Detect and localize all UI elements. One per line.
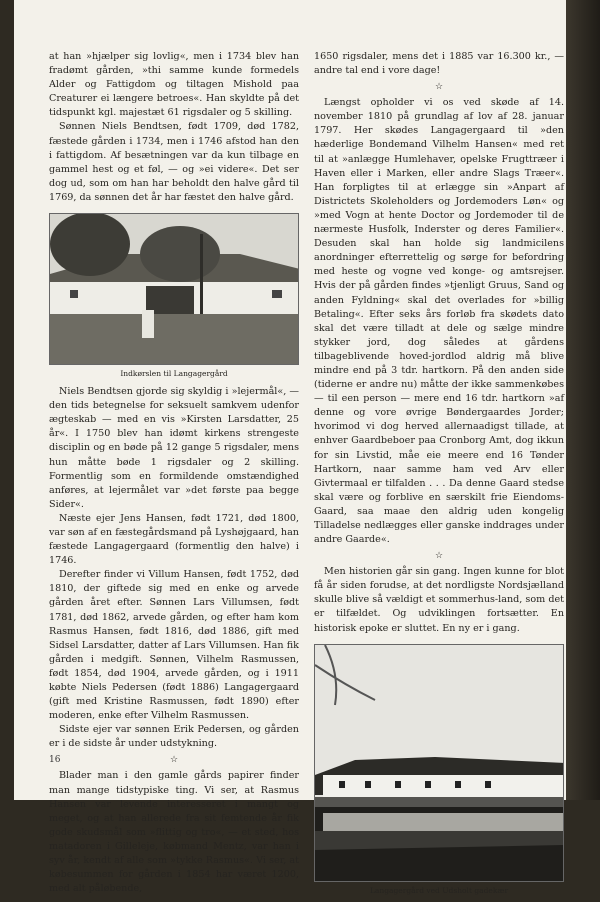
pond-farm-illustration: [315, 645, 564, 881]
photo-caption: Indkørslen til Langagergård: [120, 369, 228, 379]
paragraph: 1650 rigsdaler, mens det i 1885 var 16.300 kr., — andre tal end i vore dage!: [314, 51, 564, 77]
section-star: ☆: [434, 551, 444, 562]
page-number: 16: [49, 755, 61, 765]
paragraph: Sidste ejer var sønnen Erik Pedersen, og gården er i de sidste år under udstykning.: [49, 724, 299, 750]
pond-farm-photo: [314, 644, 564, 882]
paragraph: Længst opholder vi os ved skøde af 14. november 1810 på grundlag af lov af 28. januar 1797. Her skødes Langagergaard til »den hæderlige Bondemand Vilhelm Hansen« med ret til at »anlægge Humlehaver, opelske Frugttræer i Haven eller i Marken, eller andre Slags Træer«. Han forpligtes til at erlægge sin »Anpart af Districtets Skoleholders og Jordemoders Løn« og »med Vogn at hente Doctor og Jordemoder til de nærmeste Husfolk, Inderster og deres Familier«. Desuden skal han holde sig landmicilens anordninger efterrettelig og sørge for befordring med heste og vogne ved konge- og amtsrejser. Hvis der på gården findes »tjenligt Gruus, Sand og anden Fyldning« skal det overlades for »billig Betaling«. Efter seks års forløb fra skødets dato skal det være tilladt at dele og sælge mindre stykker jord, dog således at gårdens tilbageblivende hoved-jordlod aldrig må blive mindre end på 3 tdr. hartkorn. På den anden side (tiderne er andre nu) måtte der ikke sammenkøbes — til een person — mere end 16 tdr. hartkorn »af denne og vore øvrige Bøndergaardes Jorder; hvorimod vi dog herved allernaadigst tillade, at enhver Gaardbeboer paa Cronborg Amt, dog ikkun for sin Livstid, måe eie meere end 16 Tønder Hartkorn, naar samme ham ved Arv eller Givtermaal er tilfalden . . . Da denne Gaard stedse skal være og forblive en særskilt frie Eiendoms-Gaard, saa maae den aldrig uden kongelig Tilladelse nedlægges eller ganske inddrages under andre Gaarde«.: [314, 97, 564, 546]
farm-entrance-photo: [49, 213, 299, 365]
paragraph: Næste ejer Jens Hansen, født 1721, død 1800, var søn af en fæstegårdsmand på Lyshøjgaard, han fæstede Langagergaard (formentlig den halve) i 1746.: [49, 512, 299, 567]
paragraph: Niels Bendtsen gjorde sig skyldig i »lejermål«, — den tids betegnelse for seksuelt samkvem udenfor ægteskab — med en vis »Kirsten Larsdatter, 25 år«. I 1750 blev han idømt kirkens strengeste disciplin og en bøde på 12 gange 5 rigsdaler, mens hun måtte bøde 1 rigsdaler og 2 skilling. Formentlig som en formildende omstændighed anføres, at lejermålet var »det første paa begge Sider«.: [49, 386, 299, 510]
paragraph: Sønnen Niels Bendtsen, født 1709, død 1782, fæstede gården i 1734, men i 1746 afstod han den i fattigdom. Af besætningen var da kun tilbage en gammel hest og et føl, — og »ei videre«. Det ser dog ud, som om han har beholdt den halve gård til 1769, da sønnen det år har fæstet den halve gård.: [49, 121, 299, 203]
page-sheet: [14, 0, 566, 895]
right-column: [314, 50, 564, 902]
background-edge: [566, 0, 600, 800]
paragraph: Men historien går sin gang. Ingen kunne for blot få år siden forudse, at det nordligste Nordsjælland skulle blive så vældigt et sommerhus-land, som det er tilfældet. Og udviklingen fortsætter. En historisk epoke er sluttet. En ny er i gang.: [314, 566, 564, 634]
paragraph: at han »hjælper sig lovlig«, men i 1734 blev han fradømt gården, »thi samme kunde formedels Alder og Fattigdom og tiltagen Mishold paa Creaturer ei længere betroes«. Han skyldte på det tidspunkt kgl. majestæt 61 rigsdaler og 5 skilling.: [49, 51, 299, 119]
paragraph: Blader man i den gamle gårds papirer finder man mange tidstypiske ting. Vi ser, at Rasmus Hansen var levende interesseret i mangt og meget, og at han allerede fra sit femtende år fik gode skudsmål som »flittig og tro«, — et sted, hos matadoren i Gilleleje, købmand Mentz, var han i syv år, kendt af alle som »tykke Rasmus«. Vi ser, at købesummen for gården i 1854 har været 1200, med alt påløbende,: [49, 770, 299, 895]
section-star: ☆: [169, 755, 179, 766]
left-column: [49, 50, 299, 896]
farm-entrance-illustration: [50, 214, 299, 364]
section-star: ☆: [434, 82, 444, 93]
paragraph: Derefter finder vi Villum Hansen, født 1752, død 1810, der giftede sig med en enke og arvede gården året efter. Sønnen Lars Villumsen, født 1781, død 1862, arvede gården, og efter ham kom Rasmus Hansen, født 1816, død 1886, gift med Sidsel Larsdatter, datter af Lars Villumsen. Han fik gården i medgift. Sønnen, Vilhelm Rasmussen, født 1854, død 1904, arvede gården, og i 1911 købte Niels Pedersen (født 1886) Langagergaard (gift med Kristine Rasmussen, født 1890) efter moderen, enke efter Vilhelm Rasmussen.: [49, 569, 299, 722]
photo-caption: Langagergård ved Udsholt gadekær: [369, 885, 509, 895]
